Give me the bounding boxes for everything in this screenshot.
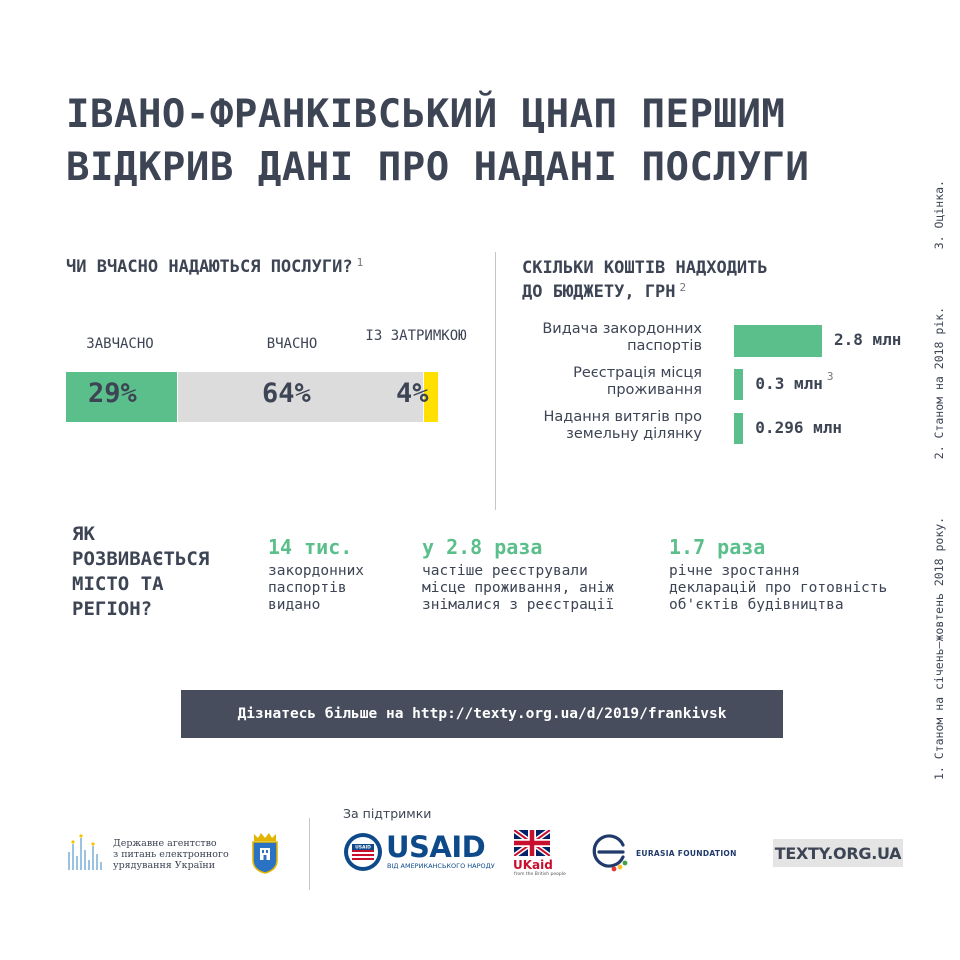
gov-agency-logo-icon bbox=[66, 832, 110, 872]
stacked-bar-value-label: 29% bbox=[88, 378, 137, 409]
eurasia-foundation-logo-icon bbox=[590, 831, 632, 873]
stat-passports-desc-line: видано bbox=[268, 597, 321, 613]
stat-passports-desc-line: паспортів bbox=[268, 580, 347, 596]
budget-footnote-mark: 2 bbox=[679, 281, 687, 294]
footnote-2: 2. Станом на 2018 рік. bbox=[932, 306, 946, 460]
gov-agency-line: з питань електронного bbox=[113, 849, 229, 860]
stat-declarations-value: 1.7 раза bbox=[669, 535, 766, 559]
learn-more-link[interactable]: Дізнатесь більше на http://texty.org.ua/d/2019/frankivsk bbox=[237, 706, 727, 722]
texty-logo bbox=[773, 839, 903, 867]
segment-label-late bbox=[360, 328, 472, 344]
budget-bar bbox=[734, 369, 743, 400]
ukaid-tagline: from the British people bbox=[514, 872, 566, 877]
footer-divider bbox=[309, 818, 310, 890]
segment-label-ontime: ВЧАСНО bbox=[266, 336, 318, 352]
stat-declarations-desc-line: річне зростання bbox=[669, 563, 800, 579]
stat-registration-value: у 2.8 раза bbox=[422, 535, 543, 559]
footnote-3: 3. Оцінка. bbox=[932, 180, 946, 250]
eurasia-foundation-wordmark: EURASIA FOUNDATION bbox=[636, 849, 737, 858]
stat-declarations-desc bbox=[669, 563, 887, 614]
footnotes bbox=[932, 180, 952, 780]
stacked-bar-value-label: 64% bbox=[262, 378, 311, 409]
footnote-1: 1. Станом на січень–жовтень 2018 року. bbox=[932, 516, 946, 780]
page-title-line-1: ІВАНО-ФРАНКІВСЬКИЙ ЦНАП ПЕРШИМ bbox=[66, 92, 786, 137]
city-coat-of-arms-icon bbox=[250, 830, 280, 874]
usaid-seal-text: USAID bbox=[355, 845, 371, 851]
gov-agency-text bbox=[113, 838, 229, 871]
stat-declarations-desc-line: декларацій про готовність bbox=[669, 580, 888, 596]
stats-heading-line-2: РОЗВИВАЄТЬСЯ bbox=[72, 548, 210, 570]
stat-passports-desc bbox=[268, 563, 364, 614]
stat-declarations bbox=[669, 535, 887, 614]
segment-label-late-text: ІЗ ЗАТРИМКОЮ bbox=[365, 328, 467, 344]
budget-bar bbox=[734, 413, 743, 444]
stat-passports-desc-line: закордонних bbox=[268, 563, 365, 579]
stat-registration-desc-line: частіше реєстрували bbox=[422, 563, 588, 579]
budget-chart-title-line-1: СКІЛЬКИ КОШТІВ НАДХОДИТЬ bbox=[522, 258, 768, 278]
stacked-bar-value-label: 4% bbox=[396, 378, 429, 409]
usaid-seal-icon bbox=[343, 832, 383, 872]
stats-heading-line-4: РЕГІОН? bbox=[72, 598, 153, 620]
budget-bar-label: Надання витягів про земельну ділянку bbox=[543, 409, 702, 442]
stats-heading bbox=[72, 522, 209, 622]
stat-passports bbox=[268, 535, 364, 614]
stats-heading-line-3: МІСТО ТА bbox=[72, 573, 164, 595]
support-label: За підтримки bbox=[343, 806, 432, 821]
texty-wordmark: TEXTY.ORG.UA bbox=[774, 843, 902, 863]
page-title bbox=[66, 88, 886, 194]
timeliness-chart-title bbox=[66, 255, 363, 279]
learn-more-banner[interactable] bbox=[181, 690, 783, 738]
timeliness-footnote-mark: 1 bbox=[356, 256, 364, 269]
stat-passports-value: 14 тис. bbox=[268, 535, 353, 559]
ukaid-wordmark: UKaid bbox=[513, 858, 553, 872]
stat-registration-desc-line: знімалися з реєстрації bbox=[422, 597, 615, 613]
budget-bar-label: Реєстрація місця проживання bbox=[573, 365, 702, 398]
usaid-tagline: ВІД АМЕРИКАНСЬКОГО НАРОДУ bbox=[387, 862, 495, 870]
budget-bar-value-label: 0.3 млн $^3$ bbox=[755, 370, 834, 393]
stat-registration-desc bbox=[422, 563, 614, 614]
budget-chart-title bbox=[522, 256, 768, 304]
page-title-line-2: ВІДКРИВ ДАНІ ПРО НАДАНІ ПОСЛУГИ bbox=[66, 145, 810, 190]
usaid-wordmark: USAID bbox=[386, 830, 486, 864]
budget-chart-title-line-2: ДО БЮДЖЕТУ, ГРН bbox=[522, 282, 676, 302]
gov-agency-line: урядування України bbox=[113, 860, 216, 871]
timeliness-chart-title-text: ЧИ ВЧАСНО НАДАЮТЬСЯ ПОСЛУГИ? bbox=[66, 257, 353, 277]
gov-agency-line: Державне агентство bbox=[113, 838, 217, 849]
budget-bar-value-label: 2.8 млн bbox=[834, 330, 902, 349]
uk-flag-icon bbox=[514, 830, 550, 856]
section-divider bbox=[495, 252, 496, 510]
segment-label-early: ЗАВЧАСНО bbox=[86, 336, 154, 352]
stat-registration bbox=[422, 535, 614, 614]
stats-heading-line-1: ЯК bbox=[72, 523, 95, 545]
budget-bar-value-label: 0.296 млн bbox=[755, 418, 842, 437]
budget-bar bbox=[734, 325, 822, 357]
stat-registration-desc-line: місце проживання, аніж bbox=[422, 580, 615, 596]
budget-bar-label: Видача закордонних паспортів bbox=[542, 321, 702, 354]
stat-declarations-desc-line: об'єктів будівництва bbox=[669, 597, 844, 613]
